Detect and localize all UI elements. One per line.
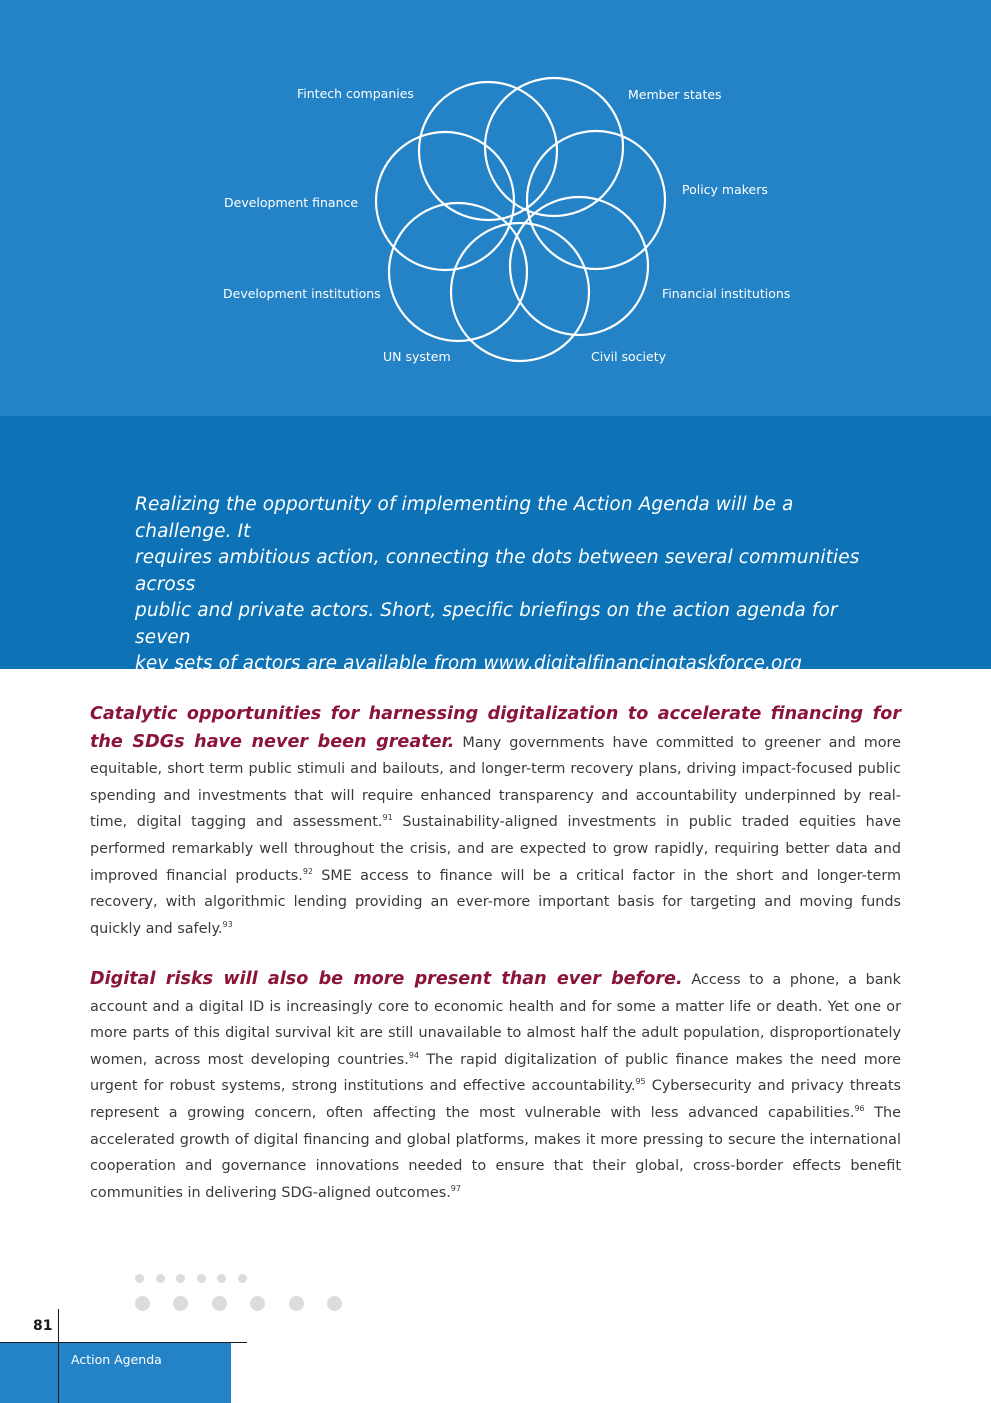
paragraph-text: Many governments have committed to greener and more equitable, short term public stimuli and bailouts, and longer-term recovery plans, driving impact-focused public spending and investments that will require enhanced transparency and accountability underpinned by real-time, digital tagging and assessment.	[90, 734, 901, 831]
label-policy-makers: Policy makers	[682, 182, 768, 197]
dot-icon	[135, 1296, 150, 1311]
dot-icon	[156, 1274, 165, 1283]
label-development-finance: Development finance	[224, 195, 359, 210]
footnote-ref: 94	[408, 1050, 420, 1060]
quote-line: Realizing the opportunity of implementing the Action Agenda will be a challenge. It	[135, 494, 794, 542]
dot-icon	[217, 1274, 226, 1283]
dot-icon	[176, 1274, 185, 1283]
stakeholder-circles-diagram	[0, 0, 991, 416]
label-financial-institutions: Financial institutions	[662, 286, 791, 301]
circle-member-states	[485, 78, 623, 216]
label-civil-society: Civil society	[591, 349, 667, 364]
paragraph-lead: Digital risks will also be more present than ever before.	[90, 969, 683, 989]
diagram-panel	[0, 0, 991, 416]
paragraph-text: Sustainability-aligned investments in public traded equities have performed remarkably well throughout the crisis, and are expected to grow rapidly, requiring better data and improved financial products.	[90, 814, 901, 884]
paragraph-text: Cybersecurity and privacy threats represent a growing concern, often affecting the most vulnerable with less advanced capabilities.	[90, 1078, 901, 1121]
page-number: 81	[33, 1318, 53, 1334]
paragraph-text: Access to a phone, a bank account and a digital ID is increasingly core to economic health and for some a matter life or death. Yet one or more parts of this digital survival kit are still unavailable to almost half the adult population, disproportionately women, across most developing countries.	[90, 972, 901, 1068]
dot-icon	[173, 1296, 188, 1311]
footnote-ref: 95	[635, 1077, 646, 1087]
paragraph-risks	[90, 966, 901, 1206]
circle-development-finance	[376, 132, 514, 270]
quote-line: requires ambitious action, connecting the dots between several communities across	[135, 547, 860, 595]
dot-icon	[250, 1296, 265, 1311]
footnote-ref: 93	[222, 919, 233, 929]
footnote-ref: 92	[302, 866, 314, 876]
paragraph-lead: Catalytic opportunities for harnessing digitalization to accelerate financing for the SDGs have never been greater.	[90, 704, 901, 752]
label-un-system: UN system	[383, 349, 451, 364]
quote-text	[135, 492, 895, 678]
dot-icon	[327, 1296, 342, 1311]
dot-icon	[212, 1296, 227, 1311]
dot-icon	[238, 1274, 247, 1283]
paragraph-text: The rapid digitalization of public finance makes the need more urgent for robust systems, strong institutions and effective accountability.	[90, 1051, 901, 1095]
footer-divider-horizontal	[0, 1342, 247, 1343]
paragraph-text: SME access to finance will be a critical factor in the short and longer-term recovery, with algorithmic lending providing an ever-more important basis for targeting and moving funds quickly and safely.	[90, 867, 901, 937]
dot-icon	[289, 1296, 304, 1311]
dot-icon	[135, 1274, 144, 1283]
footer-section-label: Action Agenda	[71, 1352, 162, 1367]
footnote-ref: 96	[854, 1103, 865, 1113]
quote-line: public and private actors. Short, specific briefings on the action agenda for seven	[135, 600, 838, 648]
dot-icon	[197, 1274, 206, 1283]
quote-line: key sets of actors are available from www.digitalfinancingtaskforce.org	[135, 653, 802, 674]
circle-fintech	[419, 82, 557, 220]
paragraph-text: The accelerated growth of digital financing and global platforms, makes it more pressing to secure the international cooperation and governance innovations needed to ensure that their global, cross-border effects benefit communities in delivering SDG-aligned outcomes.	[90, 1104, 902, 1201]
label-fintech-companies: Fintech companies	[297, 86, 414, 101]
label-development-institutions: Development institutions	[223, 286, 381, 301]
footnote-ref: 91	[382, 813, 393, 823]
footnote-ref: 97	[450, 1183, 461, 1193]
label-member-states: Member states	[628, 87, 722, 102]
footer-divider-vertical	[58, 1309, 59, 1403]
paragraph-opportunities	[90, 701, 901, 942]
